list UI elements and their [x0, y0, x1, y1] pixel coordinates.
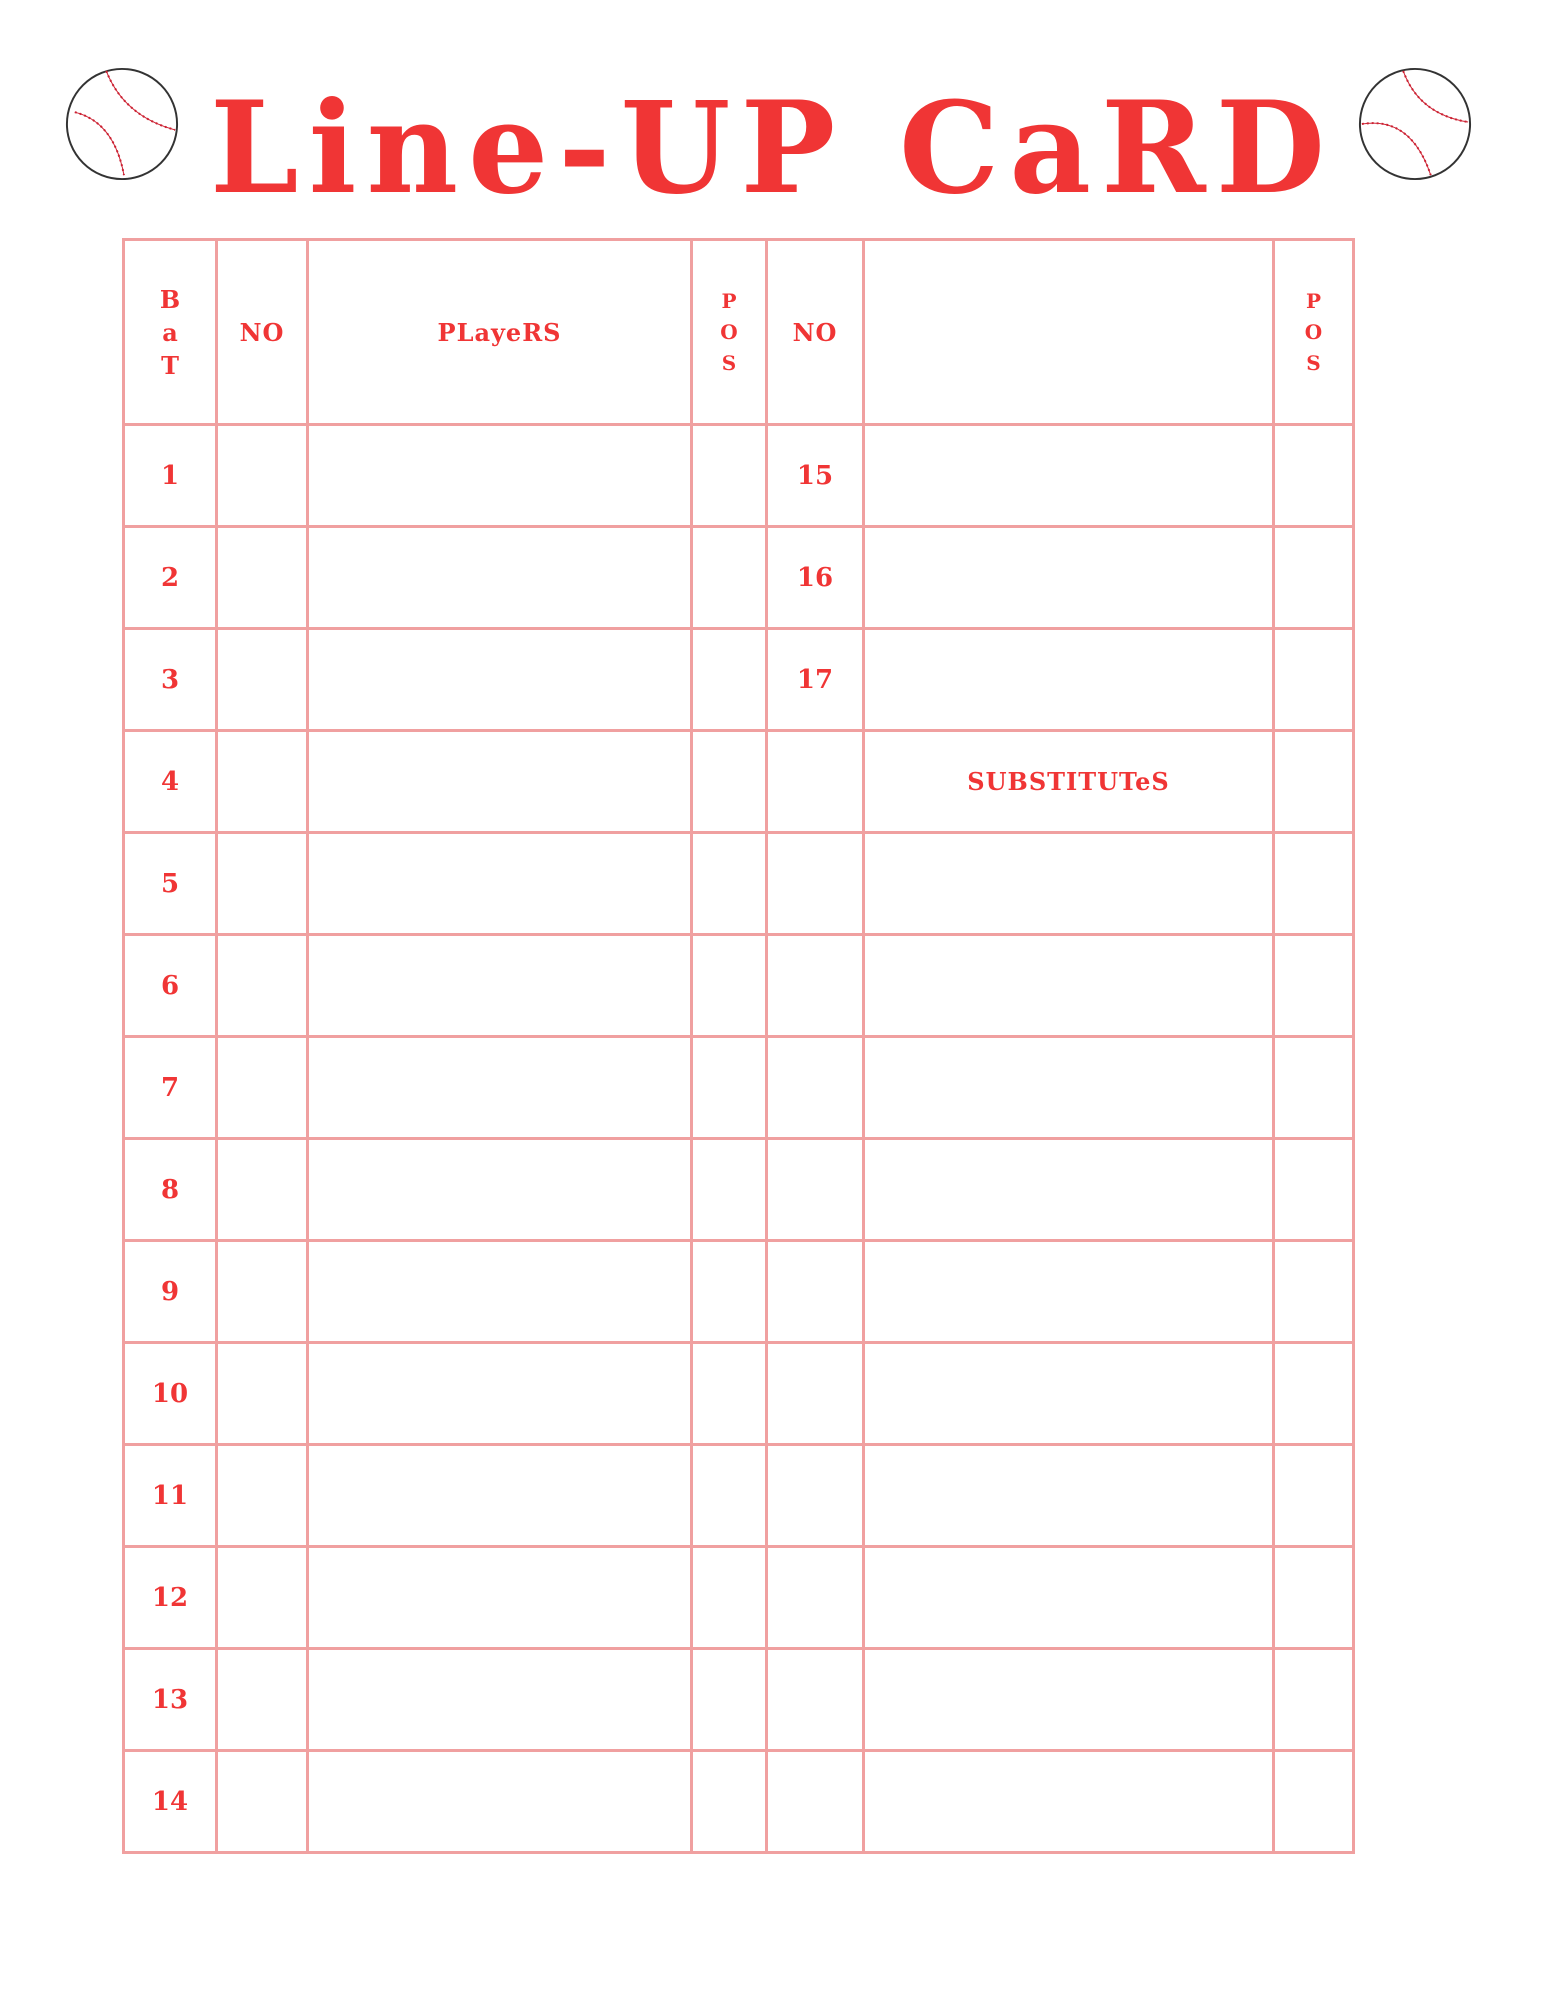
substitute-position-cell[interactable] — [1274, 629, 1354, 731]
player-name-cell[interactable] — [308, 1139, 692, 1241]
uniform-number-cell[interactable] — [217, 935, 308, 1037]
blank-header — [864, 240, 1274, 425]
lineup-row — [124, 425, 1354, 527]
lineup-row — [124, 1241, 1354, 1343]
position-cell[interactable] — [692, 1649, 767, 1751]
player-name-cell[interactable] — [308, 1037, 692, 1139]
bat-header — [124, 240, 217, 425]
substitute-position-cell[interactable] — [1274, 833, 1354, 935]
bat-number: 5 — [124, 833, 217, 935]
bat-number: 11 — [124, 1445, 217, 1547]
uniform-number-cell[interactable] — [217, 833, 308, 935]
baseball-icon — [1356, 65, 1474, 183]
uniform-number-cell[interactable] — [217, 1037, 308, 1139]
bat-number: 6 — [124, 935, 217, 1037]
sub-number-cell[interactable] — [767, 1241, 864, 1343]
substitutes-label: SUBSTITUTeS — [864, 731, 1274, 833]
uniform-number-cell[interactable] — [217, 1139, 308, 1241]
uniform-number-cell[interactable] — [217, 527, 308, 629]
substitute-position-cell[interactable] — [1274, 1751, 1354, 1853]
substitute-name-cell[interactable] — [864, 629, 1274, 731]
player-name-cell[interactable] — [308, 629, 692, 731]
lineup-row — [124, 833, 1354, 935]
position-cell[interactable] — [692, 1037, 767, 1139]
position-cell[interactable] — [692, 1139, 767, 1241]
bat-number: 7 — [124, 1037, 217, 1139]
player-name-cell[interactable] — [308, 731, 692, 833]
sub-number-cell[interactable] — [767, 1037, 864, 1139]
sub-number-cell[interactable] — [767, 1139, 864, 1241]
substitute-name-cell[interactable] — [864, 1241, 1274, 1343]
substitute-name-cell[interactable] — [864, 1649, 1274, 1751]
sub-number-cell[interactable] — [767, 1343, 864, 1445]
substitute-position-cell[interactable] — [1274, 1547, 1354, 1649]
bat-number: 10 — [124, 1343, 217, 1445]
sub-number-cell[interactable] — [767, 1445, 864, 1547]
header-letter: a — [162, 317, 178, 347]
header-letter: T — [161, 350, 179, 380]
bat-number: 3 — [124, 629, 217, 731]
position-cell[interactable] — [692, 629, 767, 731]
substitute-position-cell[interactable] — [1274, 425, 1354, 527]
bat-number: 1 — [124, 425, 217, 527]
position-cell[interactable] — [692, 1751, 767, 1853]
substitute-name-cell[interactable] — [864, 425, 1274, 527]
lineup-row — [124, 527, 1354, 629]
substitute-name-cell[interactable] — [864, 1139, 1274, 1241]
uniform-number-cell[interactable] — [217, 1649, 308, 1751]
bat-number: 9 — [124, 1241, 217, 1343]
bat-number: 2 — [124, 527, 217, 629]
substitute-name-cell[interactable] — [864, 1037, 1274, 1139]
sub-number-cell[interactable] — [767, 1547, 864, 1649]
lineup-row — [124, 1139, 1354, 1241]
player-name-cell[interactable] — [308, 1649, 692, 1751]
substitute-position-cell[interactable] — [1274, 1037, 1354, 1139]
header-letter: O — [720, 319, 738, 344]
sub-number: 16 — [767, 527, 864, 629]
sub-number-cell[interactable] — [767, 833, 864, 935]
header-letter: S — [1306, 350, 1321, 375]
substitute-position-cell[interactable] — [1274, 1241, 1354, 1343]
bat-number: 14 — [124, 1751, 217, 1853]
position-cell[interactable] — [692, 527, 767, 629]
header-letter: P — [1305, 288, 1322, 313]
uniform-number-cell[interactable] — [217, 1343, 308, 1445]
header-letter: O — [1304, 319, 1323, 344]
no-header-left: NO — [217, 240, 308, 425]
sub-number-cell[interactable] — [767, 1751, 864, 1853]
position-cell[interactable] — [692, 1445, 767, 1547]
substitute-position-cell[interactable] — [1274, 1139, 1354, 1241]
lineup-row — [124, 935, 1354, 1037]
player-name-cell[interactable] — [308, 1751, 692, 1853]
player-name-cell[interactable] — [308, 935, 692, 1037]
substitute-name-cell[interactable] — [864, 833, 1274, 935]
position-cell[interactable] — [692, 1343, 767, 1445]
page-title: Line-UP CaRD — [210, 74, 1335, 222]
bat-number: 12 — [124, 1547, 217, 1649]
sub-number-cell[interactable] — [767, 731, 864, 833]
header-letter: B — [159, 284, 181, 314]
lineup-row — [124, 1445, 1354, 1547]
substitute-name-cell[interactable] — [864, 527, 1274, 629]
header-letter: P — [721, 288, 737, 313]
player-name-cell[interactable] — [308, 1241, 692, 1343]
header-letter: S — [721, 350, 737, 375]
bat-number: 8 — [124, 1139, 217, 1241]
pos-header-right — [1274, 240, 1354, 425]
uniform-number-cell[interactable] — [217, 731, 308, 833]
sub-number-cell[interactable] — [767, 935, 864, 1037]
bat-number: 13 — [124, 1649, 217, 1751]
players-header: PLayeRS — [308, 240, 692, 425]
position-cell[interactable] — [692, 833, 767, 935]
bat-number: 4 — [124, 731, 217, 833]
substitute-name-cell[interactable] — [864, 1751, 1274, 1853]
uniform-number-cell[interactable] — [217, 1445, 308, 1547]
player-name-cell[interactable] — [308, 833, 692, 935]
lineup-row — [124, 629, 1354, 731]
lineup-row — [124, 1649, 1354, 1751]
player-name-cell[interactable] — [308, 1445, 692, 1547]
position-cell[interactable] — [692, 935, 767, 1037]
lineup-row — [124, 1751, 1354, 1853]
player-name-cell[interactable] — [308, 1343, 692, 1445]
lineup-table — [122, 238, 1355, 1854]
lineup-row — [124, 1037, 1354, 1139]
player-name-cell[interactable] — [308, 1547, 692, 1649]
sub-number: 17 — [767, 629, 864, 731]
uniform-number-cell[interactable] — [217, 1547, 308, 1649]
uniform-number-cell[interactable] — [217, 425, 308, 527]
position-cell[interactable] — [692, 425, 767, 527]
substitute-position-cell[interactable] — [1274, 935, 1354, 1037]
player-name-cell[interactable] — [308, 425, 692, 527]
position-cell[interactable] — [692, 1241, 767, 1343]
substitute-position-cell[interactable] — [1274, 1445, 1354, 1547]
substitute-name-cell[interactable] — [864, 935, 1274, 1037]
uniform-number-cell[interactable] — [217, 1241, 308, 1343]
substitute-name-cell[interactable] — [864, 1343, 1274, 1445]
uniform-number-cell[interactable] — [217, 629, 308, 731]
substitute-position-cell[interactable] — [1274, 731, 1354, 833]
lineup-row — [124, 1547, 1354, 1649]
card-header — [0, 55, 1545, 235]
player-name-cell[interactable] — [308, 527, 692, 629]
uniform-number-cell[interactable] — [217, 1751, 308, 1853]
lineup-row — [124, 1343, 1354, 1445]
substitute-name-cell[interactable] — [864, 1547, 1274, 1649]
sub-number: 15 — [767, 425, 864, 527]
substitute-position-cell[interactable] — [1274, 1649, 1354, 1751]
position-cell[interactable] — [692, 731, 767, 833]
substitute-position-cell[interactable] — [1274, 527, 1354, 629]
position-cell[interactable] — [692, 1547, 767, 1649]
lineup-row — [124, 731, 1354, 833]
sub-number-cell[interactable] — [767, 1649, 864, 1751]
substitute-name-cell[interactable] — [864, 1445, 1274, 1547]
substitute-position-cell[interactable] — [1274, 1343, 1354, 1445]
no-header-right: NO — [767, 240, 864, 425]
pos-header-left — [692, 240, 767, 425]
header-row — [124, 240, 1354, 425]
